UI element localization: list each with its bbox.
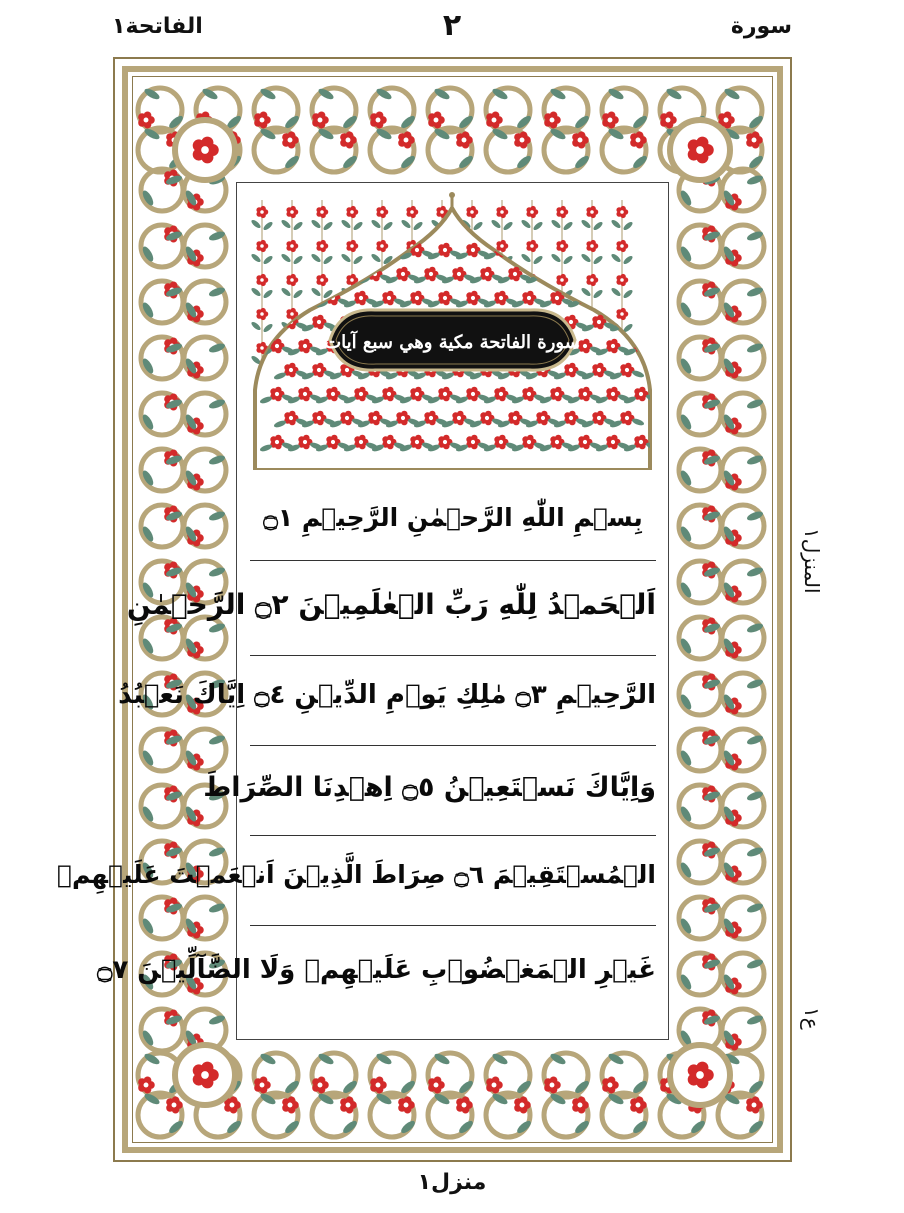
line-rule [250,835,656,836]
surah-word-header: سورة [730,14,792,39]
ayah-line-1: بِسۡمِ اللّٰهِ الرَّحۡمٰنِ الرَّحِيۡمِ ۝١ [263,503,643,532]
surah-name-header: الفاتحة١ [112,14,203,39]
line-rule [250,745,656,746]
ayah-line-2: اَلۡحَمۡدُ لِلّٰهِ رَبِّ الۡعٰلَمِيۡنَ ۝٢ الرَّحۡمٰنِ [126,588,656,621]
ayah-line-6: غَيۡرِ الۡمَغۡضُوۡبِ عَلَيۡهِمۡ وَلَا الضَّآلِّيۡنَ ۝٧ [97,955,656,985]
ayah-line-5: الۡمُسۡتَقِيۡمَ ۝٦ صِرَاطَ الَّذِيۡنَ اَنۡعَمۡتَ عَلَيۡهِمۡ [56,860,656,889]
line-rule [250,925,656,926]
surah-header-illumination [250,190,655,470]
manzil-footer: منزل١ [417,1170,487,1195]
surah-title: سورة الفاتحة مكية وهي سبع آيات [324,332,580,353]
ruku-side-note: ع١ [800,1007,824,1030]
line-rule [250,560,656,561]
manzil-side-note: المنزل١ [800,528,824,594]
page-number: ٢ [442,8,462,43]
ayah-line-3: الرَّحِيۡمِ ۝٣ مٰلِكِ يَوۡمِ الدِّيۡنِ ۝٤ اِيَّاكَ نَعۡبُدُ [118,680,656,710]
ayah-line-4: وَاِيَّاكَ نَسۡتَعِيۡنُ ۝٥ اِهۡدِنَا الصِّرَاطَ [203,772,656,803]
surah-title-cartouche [324,310,580,370]
line-rule [250,655,656,656]
